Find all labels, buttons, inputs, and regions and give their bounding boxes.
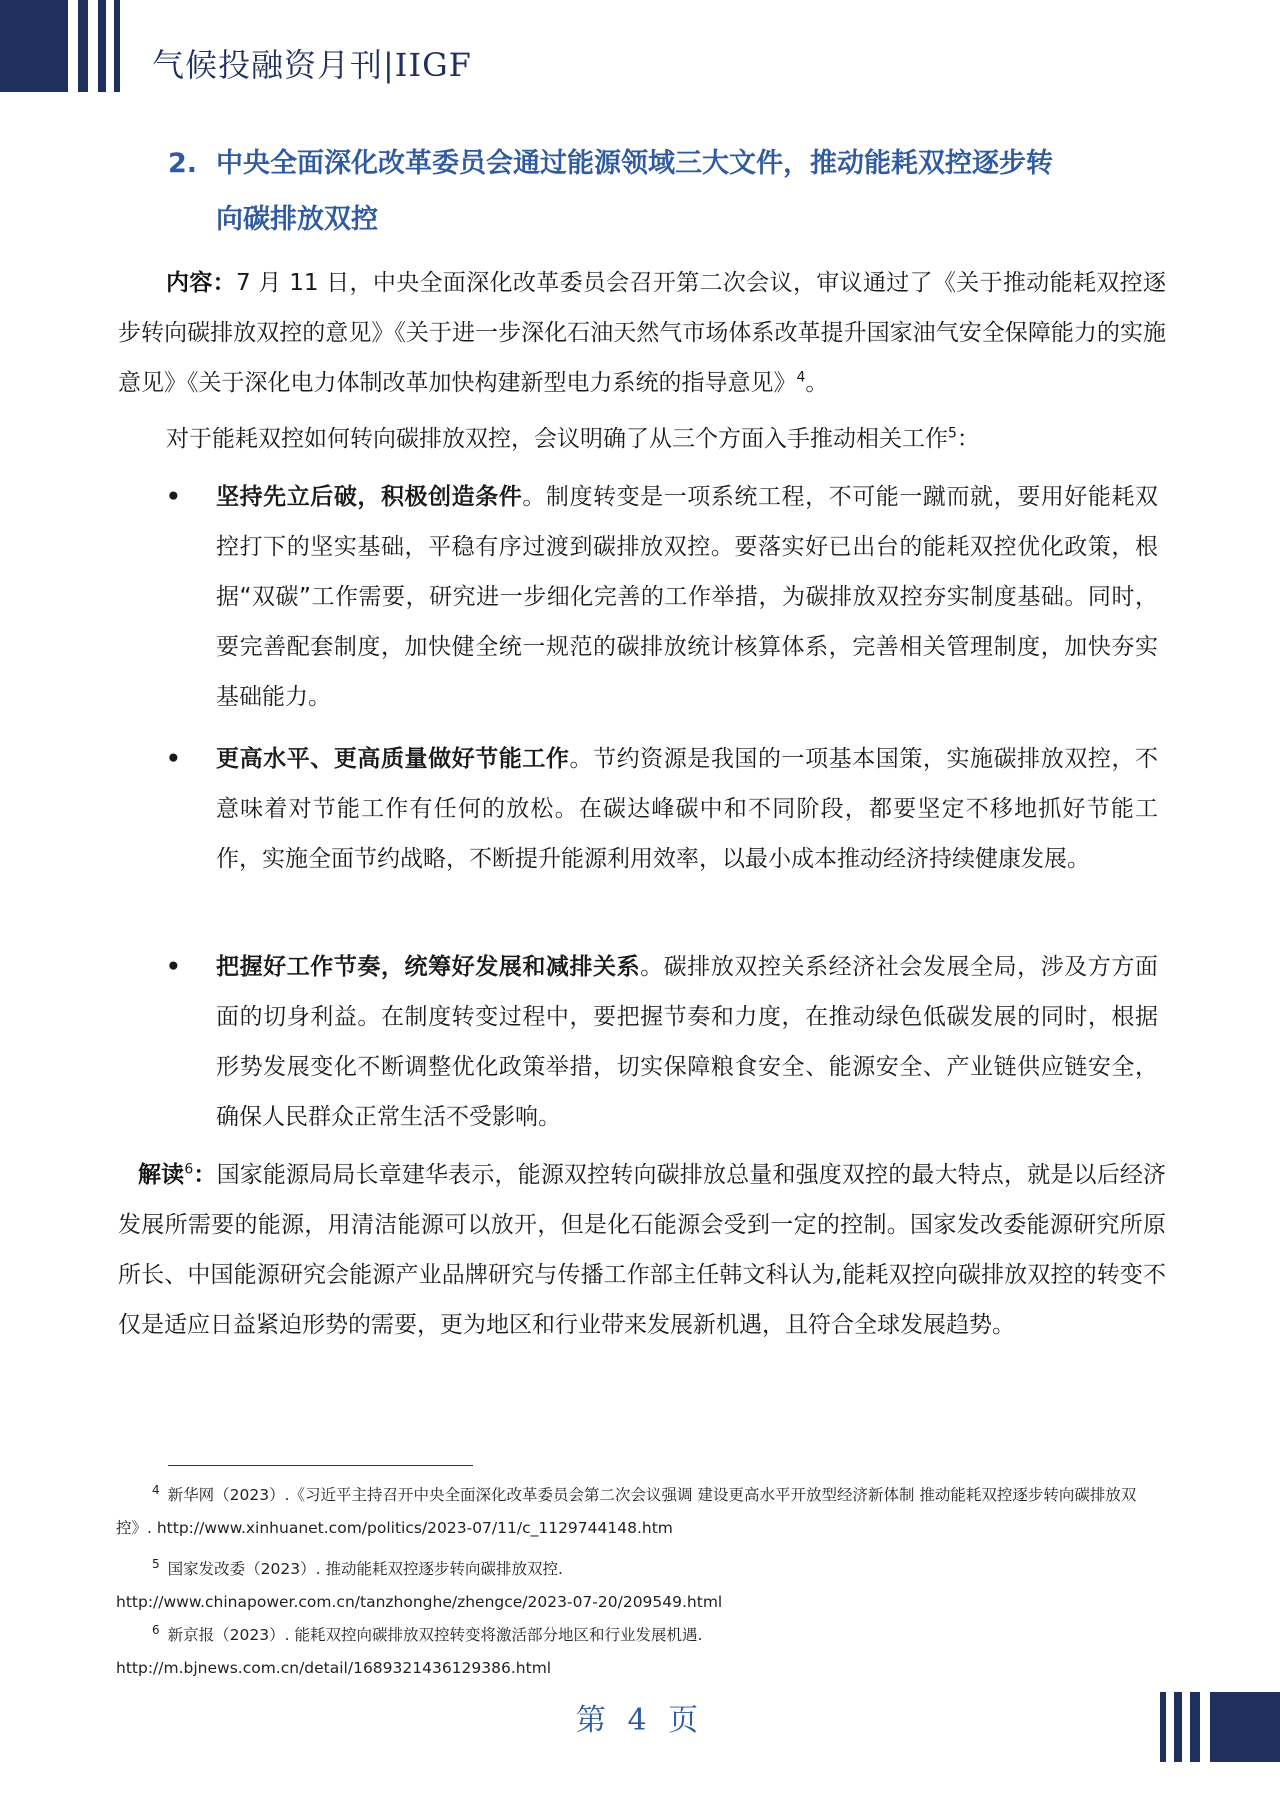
- publication-title: [152, 40, 472, 86]
- bullet-item: [168, 734, 1158, 884]
- footnote-ref-5: 5: [948, 425, 957, 442]
- bullet-heading: 更高水平、更高质量做好节能工作: [216, 746, 570, 772]
- footnote-text: 新华网（2023）.《习近平主持召开中央全面深化改革委员会第二次会议强调 建设更高水平开放型经济新体制 推动能耗双控逐步转向碳排放双控》. http://www.xinhuanet.com/politics/2023-07/11/c_1129744148.htm: [116, 1486, 1137, 1538]
- page-number: [0, 1695, 1280, 1739]
- footnote-5: [116, 1548, 1166, 1619]
- footnote-text: 国家发改委（2023）. 推动能耗双控逐步转向碳排放双控.: [167, 1560, 563, 1579]
- footnote-link[interactable]: http://www.chinapower.com.cn/tanzhonghe/zhengce/2023-07-20/209549.html: [116, 1593, 723, 1612]
- bullet-dot: •: [166, 746, 181, 772]
- publication-name: 气候投融资月刊: [152, 46, 384, 84]
- footnote-mark: 4: [152, 1483, 160, 1497]
- analysis-paragraph: [118, 1150, 1166, 1350]
- bullet-text: 。碳排放双控关系经济社会发展全局，涉及方方面面的切身利益。在制度转变过程中，要把握节奏和力度，在推动绿色低碳发展的同时，根据形势发展变化不断调整优化政策举措，切实保障粮食安全、能源安全、产业链供应链安全，确保人民群众正常生活不受影响。: [216, 954, 1159, 1130]
- content-text: 7 月 11 日，中央全面深化改革委员会召开第二次会议，审议通过了《关于推动能耗双控逐步转向碳排放双控的意见》《关于进一步深化石油天然气市场体系改革提升国家油气安全保障能力的实施意见》《关于深化电力体制改革加快构建新型电力系统的指导意见》: [118, 270, 1166, 396]
- bullet-item: [168, 942, 1158, 1142]
- brand-name: IIGF: [394, 46, 472, 84]
- footnote-ref-4: 4: [796, 369, 806, 386]
- section-number: 2.: [168, 148, 198, 179]
- section-title-line2: 向碳排放双控: [216, 204, 378, 235]
- bullet-item: [168, 472, 1158, 722]
- content-end: 。: [805, 370, 829, 396]
- analysis-text: 国家能源局局长章建华表示，能源双控转向碳排放总量和强度双控的最大特点，就是以后经济发展所需要的能源，用清洁能源可以放开，但是化石能源会受到一定的控制。国家发改委能源研究所原所长、中国能源研究会能源产业品牌研究与传播工作部主任韩文科认为,能耗双控向碳排放双控的转变不仅是适应日益紧迫形势的需要，更为地区和行业带来发展新机遇，且符合全球发展趋势。: [118, 1162, 1167, 1338]
- footnote-text: 新京报（2023）. 能耗双控向碳排放双控转变将激活部分地区和行业发展机遇.: [167, 1626, 703, 1645]
- analysis-label: 解读: [138, 1162, 185, 1188]
- page-value: 4: [627, 1703, 653, 1738]
- bullet-dot: •: [166, 484, 181, 510]
- page-prefix: 第: [575, 1703, 612, 1738]
- footnote-link[interactable]: http://m.bjnews.com.cn/detail/1689321436129386.html: [116, 1659, 552, 1678]
- bullet-text: 。节约资源是我国的一项基本国策，实施碳排放双控，不意味着对节能工作有任何的放松。在碳达峰碳中和不同阶段，都要坚定不移地抓好节能工作，实施全面节约战略，不断提升能源利用效率，以最小成本推动经济持续健康发展。: [216, 746, 1159, 872]
- footnote-6: [116, 1614, 1166, 1685]
- page-suffix: 页: [668, 1703, 705, 1738]
- title-separator: |: [383, 46, 395, 84]
- analysis-colon: ：: [193, 1162, 217, 1188]
- content-paragraph: [118, 258, 1166, 408]
- intro-paragraph: [118, 414, 1166, 464]
- footnote-ref-6: 6: [184, 1161, 194, 1178]
- bullet-dot: •: [166, 954, 181, 980]
- section-title-line1: 中央全面深化改革委员会通过能源领域三大文件，推动能耗双控逐步转: [216, 148, 1053, 179]
- section-heading: [168, 136, 1168, 248]
- intro-text: 对于能耗双控如何转向碳排放双控，会议明确了从三个方面入手推动相关工作: [166, 426, 948, 452]
- bullet-text: 。制度转变是一项系统工程，不可能一蹴而就，要用好能耗双控打下的坚实基础，平稳有序过渡到碳排放双控。要落实好已出台的能耗双控优化政策，根据“双碳”工作需要，研究进一步细化完善的工作举措，为碳排放双控夯实制度基础。同时，要完善配套制度，加快健全统一规范的碳排放统计核算体系，完善相关管理制度，加快夯实基础能力。: [216, 484, 1159, 710]
- footnote-4: [116, 1474, 1166, 1545]
- footnote-divider: [168, 1465, 473, 1466]
- footnote-mark: 6: [152, 1623, 160, 1637]
- intro-end: ：: [956, 426, 980, 452]
- bullet-heading: 坚持先立后破，积极创造条件: [216, 484, 523, 510]
- footnote-mark: 5: [152, 1557, 160, 1571]
- bullet-heading: 把握好工作节奏，统筹好发展和减排关系: [216, 954, 641, 980]
- content-label: 内容：: [166, 270, 237, 296]
- footer-decoration-bars: [1160, 1692, 1280, 1762]
